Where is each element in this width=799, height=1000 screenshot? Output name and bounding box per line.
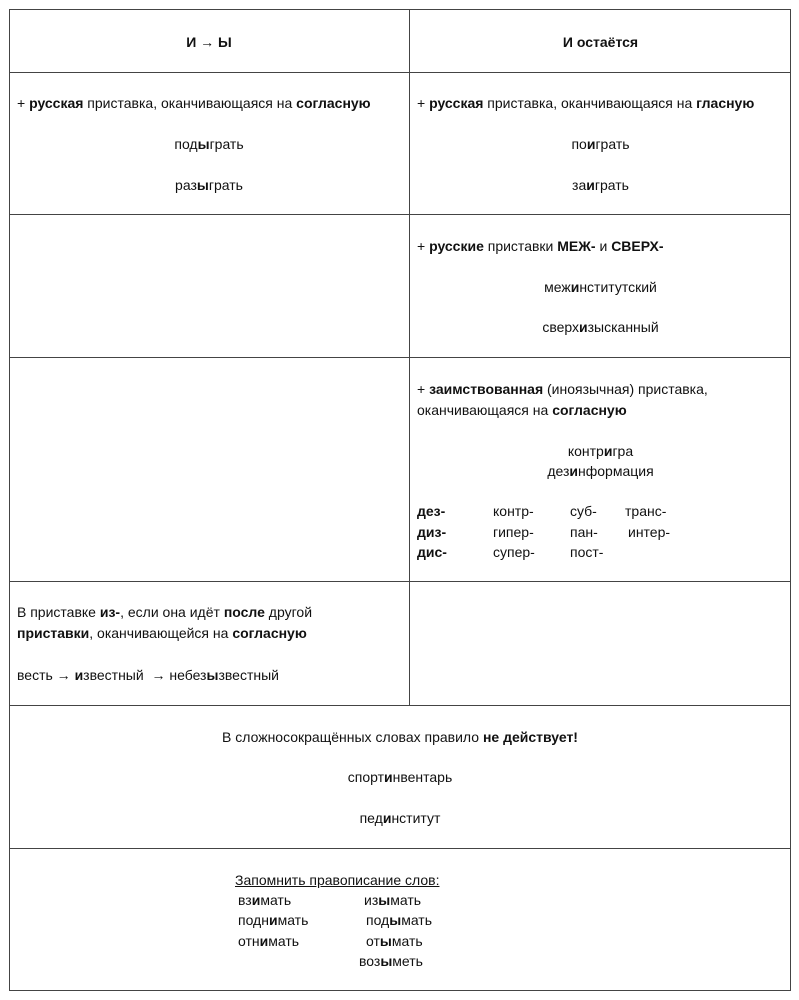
rules-table <box>9 9 791 991</box>
prefix-item: транс- <box>625 503 667 519</box>
example-word: поиграть <box>571 136 630 152</box>
divider <box>9 357 791 358</box>
example-word: заиграть <box>572 177 629 193</box>
prefix-item: пан- <box>570 524 598 540</box>
rule-compound-abbreviations: В сложносокращённых словах правило не действует! <box>222 729 578 745</box>
column-divider <box>409 9 410 705</box>
rule-russian-prefix-vowel: + русская приставка, оканчивающаяся на гласную <box>417 95 755 111</box>
word-item: подымать <box>366 912 433 928</box>
rule-foreign-prefix: + заимствованная (иноязычная) приставка, <box>417 381 708 397</box>
word-item: отнимать <box>238 933 300 949</box>
example-word: пединститут <box>359 810 441 826</box>
header-right: И остаётся <box>562 34 639 50</box>
word-item: изымать <box>364 892 422 908</box>
divider <box>9 705 791 706</box>
example-word: подыграть <box>174 136 244 152</box>
rule-iz-after-prefix-line2: приставки, оканчивающейся на согласную <box>17 625 307 641</box>
example-chain: весть → известный → небезызвестный <box>17 667 279 683</box>
example-word: спортинвентарь <box>347 769 453 785</box>
word-item: взимать <box>238 892 292 908</box>
example-word: разыграть <box>175 177 243 193</box>
prefix-item: пост- <box>570 544 604 560</box>
prefix-item: супер- <box>493 544 535 560</box>
header-left: И → Ы <box>186 34 232 50</box>
prefix-item: гипер- <box>493 524 534 540</box>
rule-iz-after-prefix: В приставке из-, если она идёт после другой <box>17 604 313 620</box>
word-item: отымать <box>366 933 423 949</box>
divider <box>9 581 791 582</box>
example-word: сверхизысканный <box>542 319 659 335</box>
rule-mezh-sverkh: + русские приставки МЕЖ- и СВЕРХ- <box>417 238 664 254</box>
word-item: поднимать <box>238 912 309 928</box>
example-word: дезинформация <box>547 463 654 479</box>
divider <box>9 72 791 73</box>
prefix-item: дез- <box>417 503 446 519</box>
example-word: межинститутский <box>544 279 657 295</box>
prefix-item: суб- <box>570 503 597 519</box>
memorize-title: Запомнить правописание слов: <box>235 872 440 888</box>
divider <box>9 214 791 215</box>
rule-russian-prefix-consonant: + русская приставка, оканчивающаяся на согласную <box>17 95 371 111</box>
example-word: контригра <box>567 443 634 459</box>
prefix-item: интер- <box>628 524 671 540</box>
word-item: возыметь <box>359 953 423 969</box>
rule-foreign-prefix-line2: оканчивающаяся на согласную <box>417 402 627 418</box>
prefix-item: контр- <box>493 503 534 519</box>
prefix-item: дис- <box>417 544 447 560</box>
divider <box>9 848 791 849</box>
prefix-item: диз- <box>417 524 447 540</box>
